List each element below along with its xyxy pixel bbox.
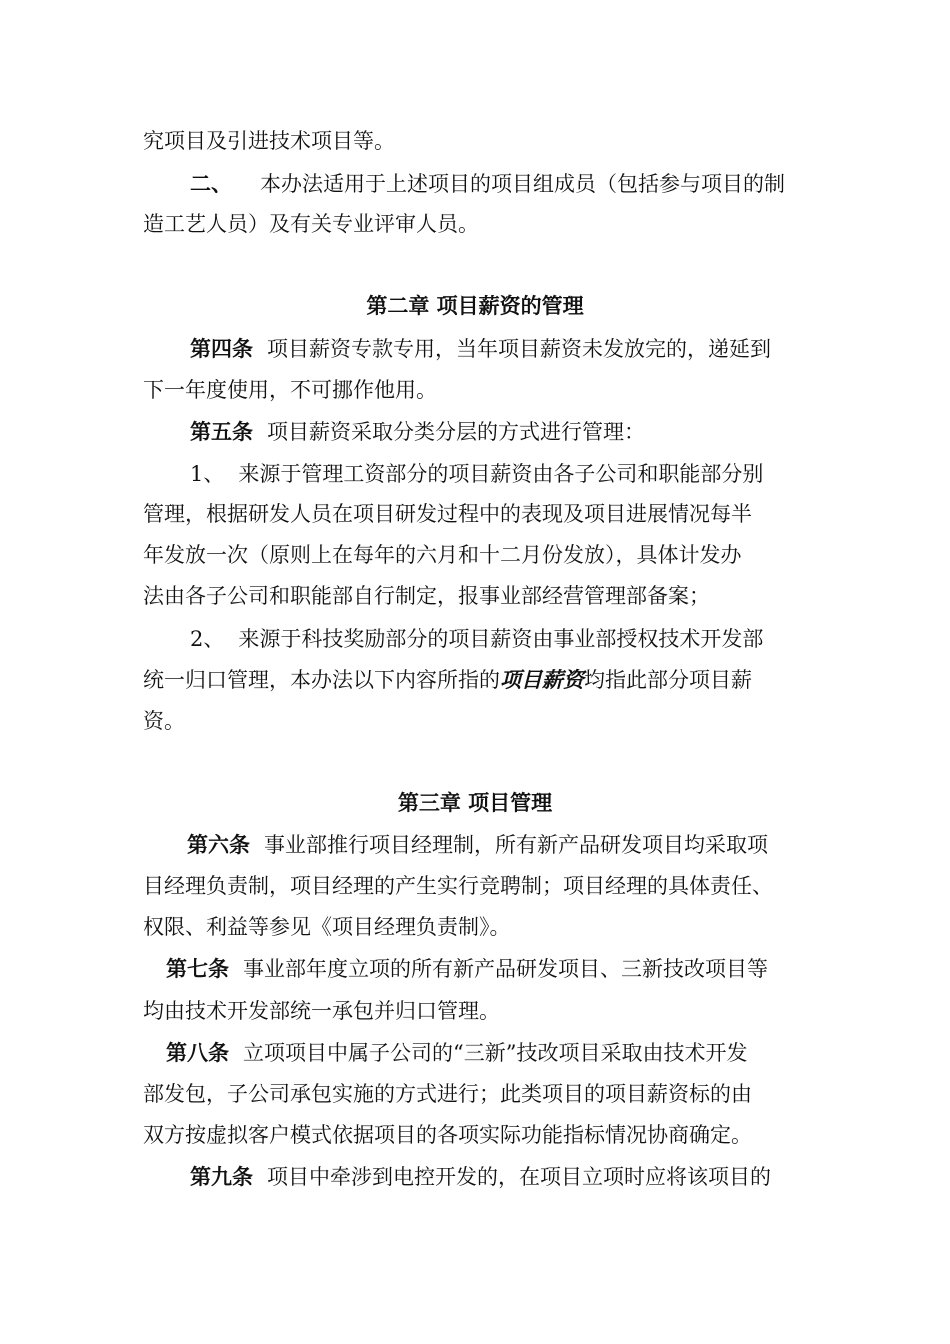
article-9-label: 第九条 [190,1165,253,1189]
item-1-line-3: 年发放一次（原则上在每年的六月和十二月份发放），具体计发办 [143,543,742,567]
item-1-line-1 [190,459,763,489]
article-4-line-2: 下一年度使用，不可挪作他用。 [143,378,437,402]
article-5-text: 项目薪资采取分类分层的方式进行管理： [267,420,645,444]
article-4-label: 第四条 [190,337,253,361]
article-8-line-3: 双方按虚拟客户模式依据项目的各项实际功能指标情况协商确定。 [143,1123,752,1147]
chapter-3-title: 第三章 项目管理 [397,791,553,815]
article-4-line-1 [190,334,771,364]
article-4-text: 项目薪资专款专用，当年项目薪资未发放完的，递延到 [267,337,771,361]
article-7-line-2: 均由技术开发部统一承包并归口管理。 [143,999,500,1023]
article-7-label: 第七条 [166,957,229,981]
article-2-label: 二、 [190,172,232,196]
item-2-line-2 [143,665,752,695]
article-6-line-2: 目经理负责制，项目经理的产生实行竞聘制；项目经理的具体责任、 [143,874,773,898]
article-6-text: 事业部推行项目经理制，所有新产品研发项目均采取项 [264,833,768,857]
article-6-line-3: 权限、利益等参见《项目经理负责制》。 [143,915,511,939]
paragraph-line: 究项目及引进技术项目等。 [143,129,395,153]
item-2-text-a: 统一归口管理，本办法以下内容所指的 [143,668,500,692]
article-8-line-1 [166,1038,747,1068]
article-2-line-1 [190,169,785,199]
item-2-line-1 [190,624,763,654]
item-2-label: 2、 [190,627,225,651]
article-7-text: 事业部年度立项的所有新产品研发项目、三新技改项目等 [243,957,768,981]
item-1-line-4: 法由各子公司和职能部自行制定，报事业部经营管理部备案； [143,584,710,608]
article-8-label: 第八条 [166,1041,229,1065]
item-2-text-c: 均指此部分项目薪 [584,668,752,692]
article-5-line-1 [190,417,645,447]
article-2-line-2: 造工艺人员）及有关专业评审人员。 [143,212,479,236]
article-9-line-1 [190,1162,771,1192]
item-1-label: 1、 [190,462,225,486]
article-6-line-1 [187,830,768,860]
item-2-line-3: 资。 [143,709,185,733]
article-5-label: 第五条 [190,420,253,444]
article-7-line-1 [166,954,768,984]
article-8-line-2: 部发包，子公司承包实施的方式进行；此类项目的项目薪资标的由 [143,1082,752,1106]
article-6-label: 第六条 [187,833,250,857]
article-9-text: 项目中牵涉到电控开发的，在项目立项时应将该项目的 [267,1165,771,1189]
item-1-text: 来源于管理工资部分的项目薪资由各子公司和职能部分别 [238,462,764,486]
item-2-emphasis: 项目薪资 [500,667,584,692]
article-8-text: 立项项目中属子公司的“三新”技改项目采取由技术开发 [243,1041,748,1065]
item-1-line-2: 管理，根据研发人员在项目研发过程中的表现及项目进展情况每半 [143,502,752,526]
chapter-2-title: 第二章 项目薪资的管理 [366,294,584,318]
article-2-text: 本办法适用于上述项目的项目组成员（包括参与项目的制 [260,172,785,196]
item-2-text: 来源于科技奖励部分的项目薪资由事业部授权技术开发部 [238,627,764,651]
